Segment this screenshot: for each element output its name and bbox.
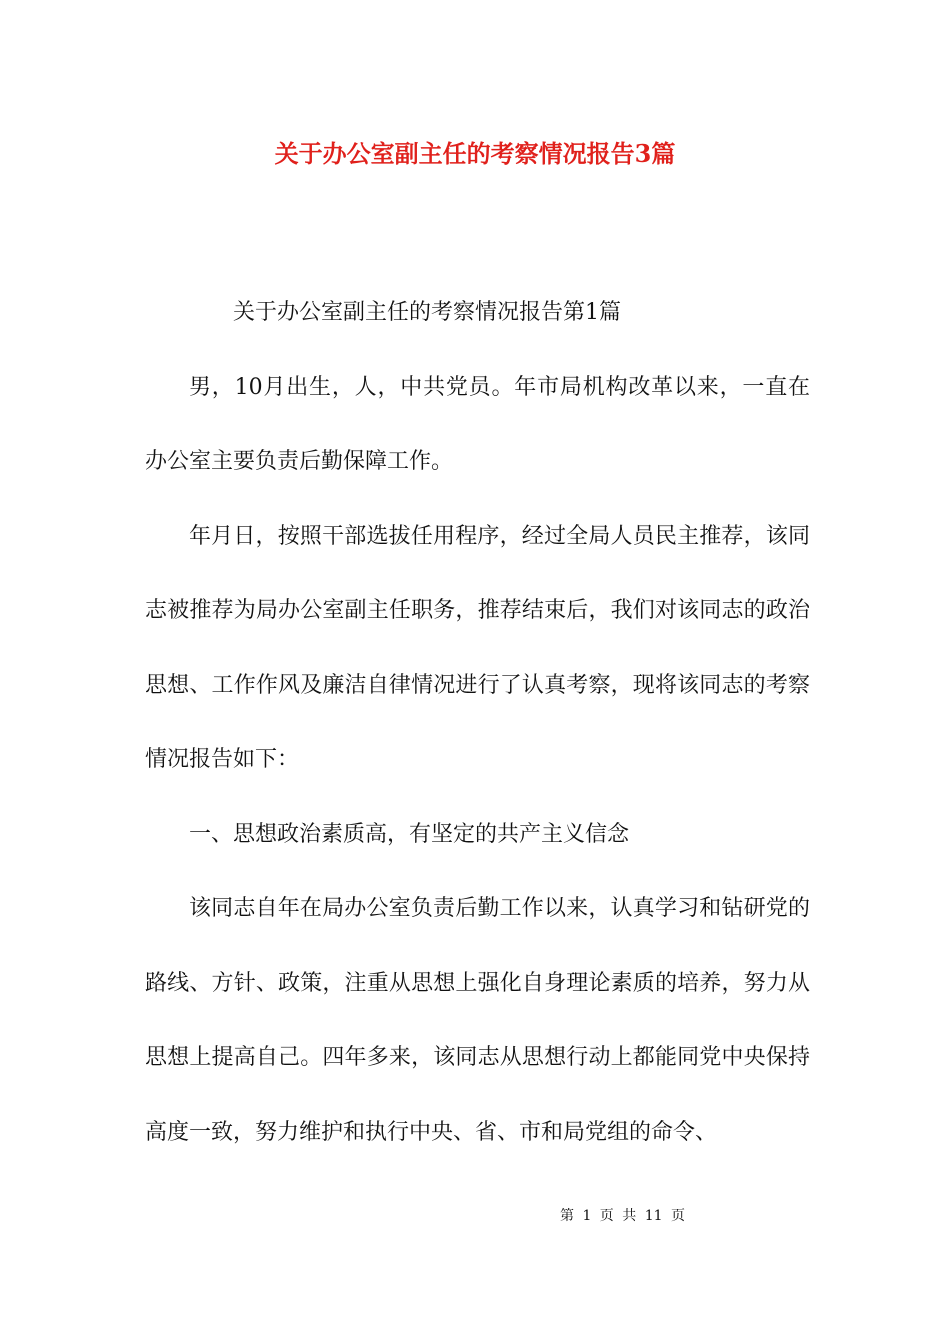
paragraph: 男，10月出生，人，中共党员。年市局机构改革以来，一直在办公室主要负责后勤保障工作。 [145,374,810,474]
document-body [145,276,810,1170]
document-title: 关于办公室副主任的考察情况报告3篇 [274,139,676,168]
paragraph: 年月日，按照干部选拔任用程序，经过全局人员民主推荐，该同志被推荐为局办公室副主任职务，推荐结束后，我们对该同志的政治思想、工作作风及廉洁自律情况进行了认真考察，现将该同志的考察情况报告如下： [145,523,810,772]
paragraph: 该同志自年在局办公室负责后勤工作以来，认真学习和钻研党的路线、方针、政策，注重从思想上强化自身理论素质的培养，努力从思想上提高自己。四年多来，该同志从思想行动上都能同党中央保持高度一致，努力维护和执行中央、省、市和局党组的命令、 [145,896,810,1145]
section-heading: 一、思想政治素质高，有坚定的共产主义信念 [189,821,630,847]
section-heading: 关于办公室副主任的考察情况报告第1篇 [233,300,621,325]
page-number-footer: 第 1 页 共 11 页 [560,1208,685,1224]
